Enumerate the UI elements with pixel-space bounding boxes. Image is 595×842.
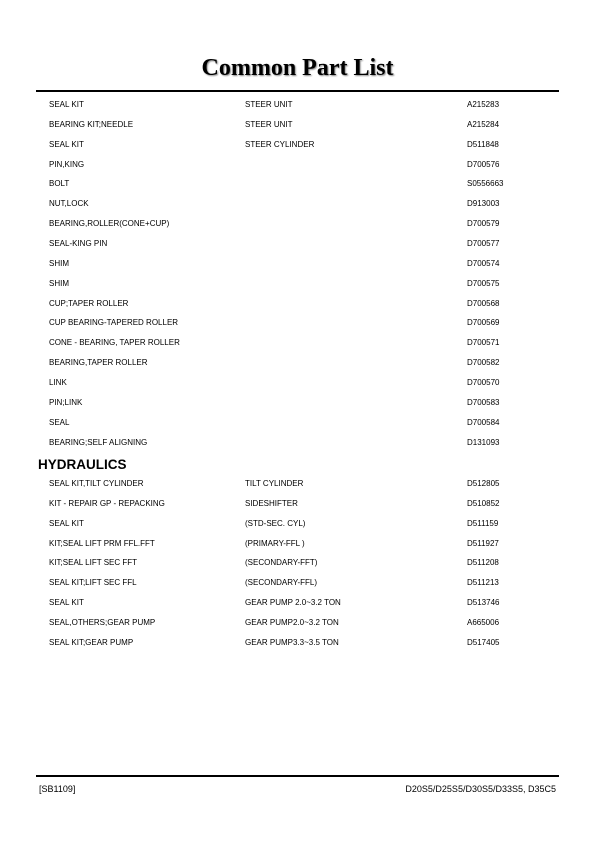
- table-row: [0, 118, 595, 132]
- part-number: D700571: [467, 338, 500, 348]
- part-number: D700576: [467, 159, 500, 169]
- part-description: SEAL KIT;GEAR PUMP: [49, 637, 134, 647]
- part-number: D700579: [467, 219, 500, 229]
- table-row: [0, 576, 595, 590]
- table-row: [0, 596, 595, 610]
- part-number: D913003: [467, 199, 500, 209]
- part-number: A215283: [467, 100, 500, 109]
- part-application: STEER CYLINDER: [245, 139, 315, 149]
- part-number: D700582: [467, 358, 500, 368]
- part-number: D512805: [467, 479, 500, 488]
- part-number: D700570: [467, 377, 500, 387]
- table-row: [0, 297, 595, 311]
- part-application: GEAR PUMP3.3~3.5 TON: [245, 637, 339, 647]
- part-number: D131093: [467, 437, 500, 447]
- part-application: TILT CYLINDER: [245, 479, 304, 488]
- table-row: [0, 177, 595, 191]
- table-row: [0, 138, 595, 152]
- table-row: [0, 396, 595, 410]
- part-number: D511927: [467, 538, 499, 548]
- table-row: [0, 336, 595, 350]
- part-description: KIT;SEAL LIFT SEC FFT: [49, 558, 138, 568]
- part-description: SEAL: [49, 417, 70, 427]
- part-number: D511213: [467, 578, 499, 588]
- part-application: SIDESHIFTER: [245, 498, 298, 508]
- table-row: [0, 497, 595, 511]
- table-row: [0, 517, 595, 531]
- table-row: [0, 197, 595, 211]
- footer-doc-code: [SB1109]: [39, 784, 76, 794]
- part-number: D511848: [467, 139, 499, 149]
- part-number: D700569: [467, 318, 500, 328]
- part-description: CUP;TAPER ROLLER: [49, 298, 129, 308]
- part-number: D511208: [467, 558, 499, 568]
- page-title: Common Part List: [201, 55, 394, 81]
- part-number: D700583: [467, 397, 500, 407]
- table-row: [0, 636, 595, 650]
- part-description: CUP BEARING-TAPERED ROLLER: [49, 318, 179, 328]
- part-number: D510852: [467, 498, 500, 508]
- table-row: [0, 237, 595, 251]
- table-row: [0, 556, 595, 570]
- part-number: A215284: [467, 119, 500, 129]
- part-description: BEARING KIT;NEEDLE: [49, 119, 134, 129]
- table-row: [0, 98, 595, 112]
- part-description: SEAL KIT: [49, 518, 84, 528]
- part-description: SEAL,OTHERS;GEAR PUMP: [49, 618, 156, 627]
- part-description: SEAL KIT: [49, 598, 84, 608]
- part-number: D511159: [467, 518, 499, 528]
- part-number: D700568: [467, 298, 500, 308]
- part-description: BEARING,TAPER ROLLER: [49, 358, 148, 368]
- part-number: D700577: [467, 239, 500, 248]
- part-description: KIT - REPAIR GP - REPACKING: [49, 498, 165, 508]
- part-application: (PRIMARY-FFL ): [245, 538, 305, 548]
- part-application: (SECONDARY-FFL): [245, 578, 318, 588]
- table-row: [0, 436, 595, 450]
- header-rule: [36, 90, 559, 92]
- table-row: [0, 356, 595, 370]
- table-row: [0, 316, 595, 330]
- part-application: (SECONDARY-FFT): [245, 558, 318, 568]
- table-row: [0, 158, 595, 172]
- part-description: SHIM: [49, 258, 69, 268]
- table-row: [0, 277, 595, 291]
- part-description: LINK: [49, 377, 67, 387]
- part-description: NUT,LOCK: [49, 199, 89, 209]
- part-description: SEAL KIT: [49, 139, 84, 149]
- part-description: BEARING,ROLLER(CONE+CUP): [49, 219, 170, 229]
- part-application: GEAR PUMP2.0~3.2 TON: [245, 618, 339, 627]
- part-description: SEAL KIT;LIFT SEC FFL: [49, 578, 137, 588]
- part-description: PIN;LINK: [49, 397, 83, 407]
- part-description: SEAL KIT: [49, 100, 84, 109]
- part-description: BOLT: [49, 179, 70, 189]
- part-description: SHIM: [49, 278, 69, 288]
- footer-rule: [36, 775, 559, 777]
- table-row: [0, 416, 595, 430]
- part-description: PIN,KING: [49, 159, 85, 169]
- part-description: BEARING;SELF ALIGNING: [49, 437, 148, 447]
- part-description: SEAL-KING PIN: [49, 239, 108, 248]
- table-row: [0, 477, 595, 491]
- table-row: [0, 376, 595, 390]
- footer-model-list: D20S5/D25S5/D30S5/D33S5, D35C5: [405, 784, 556, 794]
- table-row: [0, 616, 595, 630]
- part-number: D700575: [467, 278, 500, 288]
- part-application: STEER UNIT: [245, 100, 293, 109]
- table-row: [0, 257, 595, 271]
- section-heading-hydraulics: HYDRAULICS: [38, 457, 127, 472]
- part-number: D517405: [467, 637, 500, 647]
- part-application: GEAR PUMP 2.0~3.2 TON: [245, 598, 341, 608]
- part-number: D700584: [467, 417, 500, 427]
- part-application: (STD-SEC. CYL): [245, 518, 306, 528]
- part-application: STEER UNIT: [245, 119, 293, 129]
- part-description: CONE - BEARING, TAPER ROLLER: [49, 338, 180, 348]
- part-number: D513746: [467, 598, 500, 608]
- part-number: A665006: [467, 618, 500, 627]
- table-row: [0, 537, 595, 551]
- table-row: [0, 217, 595, 231]
- part-number: S0556663: [467, 179, 504, 189]
- part-description: KIT;SEAL LIFT PRM FFL.FFT: [49, 538, 155, 548]
- part-number: D700574: [467, 258, 500, 268]
- part-description: SEAL KIT,TILT CYLINDER: [49, 479, 144, 488]
